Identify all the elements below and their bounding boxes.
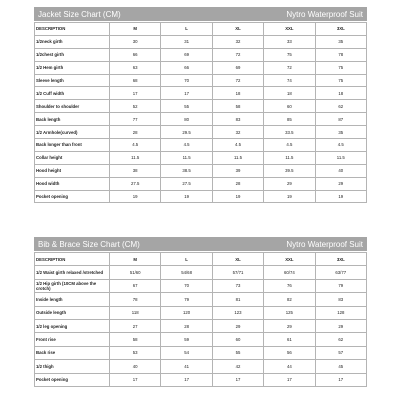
measurement-label: 1/2 Waist girth relaxed /stretched — [35, 266, 110, 279]
measurement-value: 60 — [264, 100, 315, 113]
measurement-value: 45 — [315, 360, 366, 373]
measurement-value: 70 — [161, 74, 212, 87]
table-row — [35, 87, 367, 100]
measurement-value: 57 — [315, 346, 366, 359]
measurement-value: 53 — [110, 346, 161, 359]
measurement-value: 29 — [212, 319, 263, 332]
measurement-value: 57/71 — [212, 266, 263, 279]
measurement-label: 1/2 Hip girth (10CM above the crotch) — [35, 279, 110, 292]
measurement-value: 55 — [161, 100, 212, 113]
jacket-size-table — [34, 22, 367, 203]
measurement-value: 56 — [264, 346, 315, 359]
measurement-label: Inside length — [35, 293, 110, 306]
jacket-chart-title: Jacket Size Chart (CM) — [38, 9, 121, 19]
bib-size-table — [34, 252, 367, 387]
measurement-label: 1/2chest girth — [35, 48, 110, 61]
column-header-size: L — [161, 23, 212, 36]
measurement-value: 40 — [315, 164, 366, 177]
table-row — [35, 279, 367, 292]
table-row — [35, 177, 367, 190]
measurement-value: 11.5 — [161, 151, 212, 164]
measurement-value: 17 — [315, 373, 366, 386]
column-header-size: M — [110, 253, 161, 266]
measurement-value: 11.5 — [315, 151, 366, 164]
column-header-description: DESCRIPTION — [35, 253, 110, 266]
measurement-value: 32 — [212, 126, 263, 139]
measurement-value: 33 — [264, 35, 315, 48]
jacket-product-name: Nytro Waterproof Suit — [286, 9, 363, 19]
column-header-size: XL — [212, 23, 263, 36]
measurement-value: 80 — [161, 113, 212, 126]
measurement-value: 41 — [161, 360, 212, 373]
column-header-size: XXL — [264, 253, 315, 266]
measurement-value: 33.5 — [264, 126, 315, 139]
column-header-size: 3XL — [315, 23, 366, 36]
measurement-label: Front rise — [35, 333, 110, 346]
measurement-value: 70 — [161, 279, 212, 292]
table-row — [35, 48, 367, 61]
measurement-value: 17 — [161, 87, 212, 100]
measurement-value: 35 — [315, 126, 366, 139]
measurement-value: 83 — [212, 113, 263, 126]
measurement-value: 79 — [161, 293, 212, 306]
measurement-value: 29 — [264, 319, 315, 332]
measurement-label: 1/2neck girth — [35, 35, 110, 48]
measurement-label: Outside length — [35, 306, 110, 319]
measurement-value: 28 — [212, 177, 263, 190]
table-row — [35, 293, 367, 306]
measurement-value: 17 — [110, 87, 161, 100]
measurement-label: Hood height — [35, 164, 110, 177]
measurement-label: Sleeve length — [35, 74, 110, 87]
measurement-label: Back rise — [35, 346, 110, 359]
measurement-value: 73 — [212, 279, 263, 292]
measurement-value: 75 — [315, 61, 366, 74]
measurement-value: 11.5 — [212, 151, 263, 164]
measurement-value: 28 — [161, 319, 212, 332]
measurement-value: 60 — [212, 333, 263, 346]
table-row — [35, 151, 367, 164]
measurement-value: 62 — [315, 333, 366, 346]
measurement-value: 29 — [315, 319, 366, 332]
measurement-value: 66 — [161, 61, 212, 74]
measurement-value: 4.5 — [264, 139, 315, 152]
measurement-value: 39 — [212, 164, 263, 177]
measurement-value: 76 — [264, 279, 315, 292]
measurement-value: 18 — [212, 87, 263, 100]
measurement-value: 74 — [264, 74, 315, 87]
measurement-value: 63 — [110, 61, 161, 74]
measurement-value: 72 — [212, 74, 263, 87]
table-header-row — [35, 253, 367, 266]
measurement-value: 51/60 — [110, 266, 161, 279]
table-row — [35, 319, 367, 332]
measurement-value: 69 — [212, 61, 263, 74]
measurement-value: 4.5 — [315, 139, 366, 152]
measurement-value: 38.5 — [161, 164, 212, 177]
measurement-value: 55 — [212, 346, 263, 359]
measurement-label: 1/2 thigh — [35, 360, 110, 373]
measurement-value: 11.5 — [110, 151, 161, 164]
measurement-value: 19 — [110, 190, 161, 203]
bib-chart-title: Bib & Brace Size Chart (CM) — [38, 239, 140, 249]
measurement-value: 19 — [315, 190, 366, 203]
measurement-value: 58 — [212, 100, 263, 113]
measurement-value: 18 — [264, 87, 315, 100]
measurement-label: Pocket opening — [35, 190, 110, 203]
measurement-value: 28 — [110, 126, 161, 139]
column-header-size: XXL — [264, 23, 315, 36]
table-row — [35, 74, 367, 87]
measurement-label: 1/2 leg opening — [35, 319, 110, 332]
measurement-label: Hood width — [35, 177, 110, 190]
measurement-label: Back longer than front — [35, 139, 110, 152]
measurement-value: 118 — [110, 306, 161, 319]
measurement-value: 66 — [110, 48, 161, 61]
measurement-value: 75 — [315, 74, 366, 87]
table-row — [35, 100, 367, 113]
measurement-value: 19 — [264, 190, 315, 203]
measurement-value: 81 — [212, 293, 263, 306]
measurement-value: 61 — [264, 333, 315, 346]
measurement-value: 27.5 — [161, 177, 212, 190]
measurement-value: 44 — [264, 360, 315, 373]
measurement-value: 29.5 — [161, 126, 212, 139]
measurement-value: 87 — [315, 113, 366, 126]
measurement-value: 67 — [110, 279, 161, 292]
measurement-value: 17 — [161, 373, 212, 386]
measurement-value: 58 — [110, 333, 161, 346]
measurement-value: 40 — [110, 360, 161, 373]
table-row — [35, 126, 367, 139]
measurement-value: 4.5 — [161, 139, 212, 152]
table-row — [35, 306, 367, 319]
measurement-label: 1/2 Armhole(curved) — [35, 126, 110, 139]
measurement-value: 31 — [161, 35, 212, 48]
measurement-label: 1/2 Cuff width — [35, 87, 110, 100]
bib-product-name: Nytro Waterproof Suit — [286, 239, 363, 249]
table-row — [35, 190, 367, 203]
table-header-row — [35, 23, 367, 36]
measurement-value: 54 — [161, 346, 212, 359]
measurement-value: 72 — [264, 61, 315, 74]
measurement-value: 52 — [110, 100, 161, 113]
measurement-value: 42 — [212, 360, 263, 373]
measurement-value: 4.5 — [110, 139, 161, 152]
measurement-value: 11.5 — [264, 151, 315, 164]
table-row — [35, 61, 367, 74]
measurement-value: 123 — [212, 306, 263, 319]
measurement-value: 78 — [315, 48, 366, 61]
measurement-value: 4.5 — [212, 139, 263, 152]
table-row — [35, 373, 367, 386]
measurement-value: 18 — [315, 87, 366, 100]
measurement-label: Back length — [35, 113, 110, 126]
measurement-label: Shoulder to shoulder — [35, 100, 110, 113]
measurement-value: 78 — [110, 293, 161, 306]
measurement-value: 59 — [161, 333, 212, 346]
measurement-value: 19 — [212, 190, 263, 203]
measurement-value: 79 — [315, 279, 366, 292]
table-row — [35, 346, 367, 359]
jacket-chart-header — [34, 7, 367, 21]
bib-chart-header — [34, 237, 367, 251]
bib-brace-size-chart — [34, 237, 367, 387]
measurement-value: 35 — [315, 35, 366, 48]
measurement-value: 62 — [315, 100, 366, 113]
measurement-value: 27 — [110, 319, 161, 332]
column-header-size: L — [161, 253, 212, 266]
table-row — [35, 266, 367, 279]
measurement-value: 82 — [264, 293, 315, 306]
measurement-value: 125 — [264, 306, 315, 319]
table-row — [35, 35, 367, 48]
column-header-size: XL — [212, 253, 263, 266]
measurement-value: 27.5 — [110, 177, 161, 190]
measurement-value: 63/77 — [315, 266, 366, 279]
measurement-value: 54/68 — [161, 266, 212, 279]
measurement-value: 75 — [264, 48, 315, 61]
table-row — [35, 139, 367, 152]
table-row — [35, 333, 367, 346]
measurement-value: 83 — [315, 293, 366, 306]
measurement-value: 60/74 — [264, 266, 315, 279]
table-row — [35, 113, 367, 126]
measurement-value: 38 — [110, 164, 161, 177]
measurement-value: 29 — [315, 177, 366, 190]
measurement-value: 17 — [264, 373, 315, 386]
measurement-value: 85 — [264, 113, 315, 126]
measurement-value: 29 — [264, 177, 315, 190]
measurement-value: 120 — [161, 306, 212, 319]
column-header-size: 3XL — [315, 253, 366, 266]
measurement-label: 1/2 Hem girth — [35, 61, 110, 74]
measurement-label: Collar height — [35, 151, 110, 164]
column-header-description: DESCRIPTION — [35, 23, 110, 36]
measurement-value: 68 — [110, 74, 161, 87]
measurement-value: 19 — [161, 190, 212, 203]
column-header-size: M — [110, 23, 161, 36]
table-row — [35, 360, 367, 373]
measurement-value: 32 — [212, 35, 263, 48]
measurement-label: Pocket opening — [35, 373, 110, 386]
measurement-value: 39.5 — [264, 164, 315, 177]
measurement-value: 72 — [212, 48, 263, 61]
measurement-value: 17 — [110, 373, 161, 386]
measurement-value: 17 — [212, 373, 263, 386]
measurement-value: 69 — [161, 48, 212, 61]
jacket-size-chart — [34, 7, 367, 203]
measurement-value: 77 — [110, 113, 161, 126]
table-row — [35, 164, 367, 177]
measurement-value: 128 — [315, 306, 366, 319]
measurement-value: 30 — [110, 35, 161, 48]
